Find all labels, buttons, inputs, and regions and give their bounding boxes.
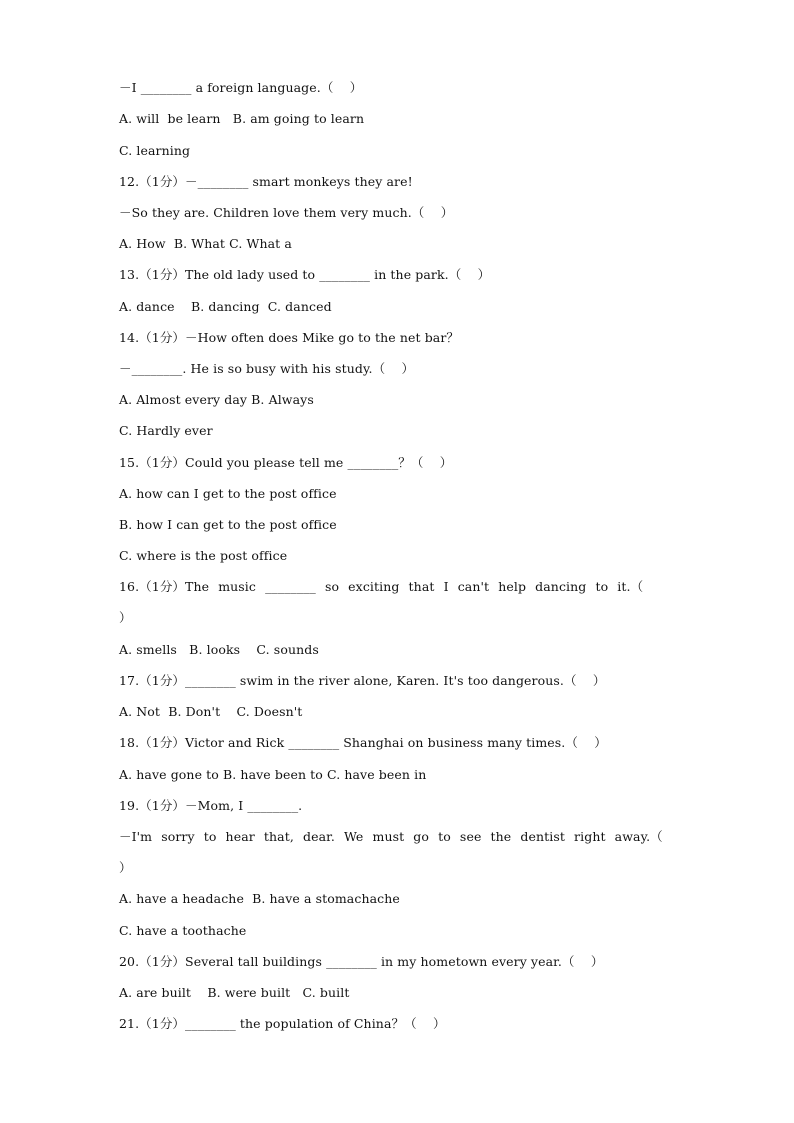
text-line: A. how can I get to the post office [119,486,337,501]
text-line: －I ________ a foreign language.（ ） [119,80,363,95]
text-line: A. are built B. were built C. built [119,985,350,1000]
text-line: 18.（1分）Victor and Rick ________ Shanghai on business many times.（ ） [119,735,607,750]
text-line: 15.（1分）Could you please tell me ________？（ ） [119,455,453,470]
text-line: 14.（1分）－How often does Mike go to the net bar？ [119,330,460,345]
text-line: A. have gone to B. have been to C. have been in [119,767,427,782]
text-line: C. Hardly ever [119,423,213,438]
text-line: C. learning [119,143,191,158]
text-line: 21.（1分）________ the population of China？（ ） [119,1016,446,1031]
text-line: 12.（1分）－________ smart monkeys they are! [119,174,413,189]
text-line: －I'm sorry to hear that, dear. We must go to see the dentist right away.（ [119,829,663,844]
text-line: 13.（1分）The old lady used to ________ in the park.（ ） [119,267,491,282]
text-line: A. Almost every day B. Always [119,392,314,407]
text-line: A. will be learn B. am going to learn [119,111,365,126]
text-line: 16.（1分）The music ________ so exciting that I can't help dancing to it.（ [119,579,644,594]
text-line: A. Not B. Don't C. Doesn't [119,704,303,719]
text-line: A. smells B. looks C. sounds [119,642,319,657]
text-line: ） [119,860,132,875]
text-line: B. how I can get to the post office [119,517,337,532]
text-line: A. dance B. dancing C. danced [119,299,332,314]
text-line: C. have a toothache [119,923,247,938]
text-line: A. How B. What C. What a [119,236,292,251]
text-line: 17.（1分）________ swim in the river alone, Karen. It's too dangerous.（ ） [119,673,606,688]
text-line: 20.（1分）Several tall buildings ________ in my hometown every year.（ ） [119,954,604,969]
text-line: C. where is the post office [119,548,288,563]
text-line: A. have a headache B. have a stomachache [119,891,400,906]
text-line: －________. He is so busy with his study.（ ） [119,361,415,376]
text-line: 19.（1分）－Mom, I ________. [119,798,303,813]
text-line: －So they are. Children love them very much.（ ） [119,205,454,220]
text-line: ） [119,610,132,625]
